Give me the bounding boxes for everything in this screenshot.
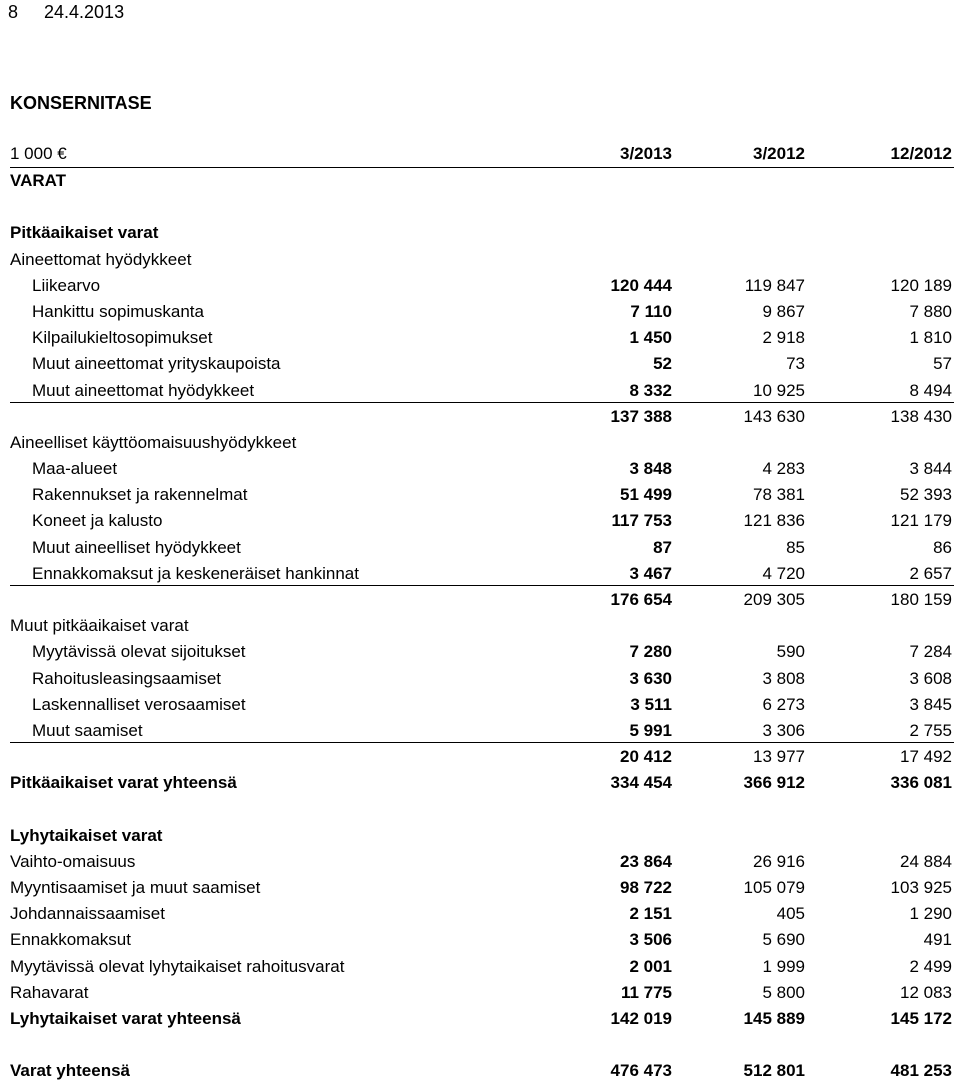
row-label: Kilpailukieltosopimukset: [32, 328, 213, 348]
value-3-2012: 6 273: [762, 694, 805, 714]
value-3-2013: 176 654: [610, 590, 672, 609]
value-3-2013: 52: [653, 354, 672, 374]
spacer-row: [10, 797, 954, 823]
row-label: Aineettomat hyödykkeet: [10, 249, 192, 269]
value-3-2013: 334 454: [610, 773, 672, 793]
value-3-2012: 13 977: [753, 747, 805, 767]
line-item-row: [10, 718, 954, 744]
value-3-2013: 8 332: [629, 380, 672, 400]
column-header-3-2013: 3/2013: [620, 144, 672, 163]
value-3-2012: 5 690: [762, 930, 805, 950]
row-label: Ennakkomaksut: [10, 930, 131, 950]
line-item-row: [10, 901, 954, 927]
row-label: Rakennukset ja rakennelmat: [32, 485, 248, 505]
section-header-row: [10, 430, 954, 456]
spacer-row: [10, 194, 954, 220]
row-label: Muut pitkäaikaiset varat: [10, 616, 189, 636]
line-item-row: [10, 692, 954, 718]
value-12-2012: 57: [933, 354, 952, 374]
row-label: Hankittu sopimuskanta: [32, 301, 204, 321]
line-item-row: [10, 299, 954, 325]
row-label: Pitkäaikaiset varat yhteensä: [10, 773, 237, 793]
value-3-2013: 1 450: [629, 328, 672, 348]
subtotal-row: [10, 744, 954, 770]
value-3-2012: 512 801: [743, 1061, 805, 1081]
value-12-2012: 12 083: [900, 982, 952, 1002]
value-3-2013: 3 506: [629, 930, 672, 950]
total-row: [10, 1006, 954, 1032]
line-item-row: [10, 561, 954, 587]
value-12-2012: 7 880: [909, 301, 952, 321]
value-3-2012: 105 079: [743, 878, 805, 898]
value-12-2012: 2 755: [909, 720, 952, 740]
row-label: Koneet ja kalusto: [32, 511, 163, 531]
section-header-row: [10, 823, 954, 849]
line-item-row: [10, 535, 954, 561]
value-3-2013: 3 511: [630, 694, 672, 714]
value-12-2012: 2 499: [909, 956, 952, 976]
value-3-2012: 405: [776, 904, 805, 924]
balance-sheet-table: [10, 140, 954, 1085]
subtotal-row: [10, 587, 954, 613]
value-3-2013: 476 473: [610, 1061, 672, 1081]
page-number: 8: [8, 2, 19, 22]
value-3-2012: 366 912: [743, 773, 805, 793]
line-item-row: [10, 927, 954, 953]
value-3-2012: 119 847: [744, 275, 805, 295]
value-3-2012: 209 305: [743, 590, 805, 609]
value-3-2012: 145 889: [743, 1009, 805, 1028]
value-3-2012: 10 925: [753, 380, 805, 400]
value-12-2012: 7 284: [909, 642, 952, 662]
value-12-2012: 3 844: [909, 459, 952, 479]
row-label: Vaihto-omaisuus: [10, 851, 136, 871]
row-label: Pitkäaikaiset varat: [10, 223, 159, 243]
section-header-row: [10, 613, 954, 639]
value-3-2012: 4 283: [762, 459, 805, 479]
row-label: Lyhytaikaiset varat yhteensä: [10, 1009, 241, 1028]
line-item-row: [10, 508, 954, 534]
page-title: KONSERNITASE: [10, 93, 152, 113]
value-3-2012: 9 867: [762, 301, 805, 321]
value-3-2012: 3 808: [762, 668, 805, 688]
value-3-2013: 51 499: [620, 485, 672, 505]
row-label: VARAT: [10, 171, 67, 190]
column-header-row: [10, 140, 954, 168]
value-12-2012: 481 253: [890, 1061, 952, 1081]
total-row: [10, 1058, 954, 1084]
value-3-2013: 98 722: [620, 878, 672, 898]
value-3-2012: 590: [776, 642, 805, 662]
row-label: Johdannaissaamiset: [10, 904, 165, 924]
value-3-2012: 2 918: [762, 328, 805, 348]
row-label: Laskennalliset verosaamiset: [32, 694, 246, 714]
row-label: Muut saamiset: [32, 720, 143, 740]
value-3-2012: 78 381: [753, 485, 805, 505]
value-3-2013: 7 280: [629, 642, 672, 662]
value-3-2012: 1 999: [762, 956, 805, 976]
value-3-2013: 20 412: [620, 747, 672, 767]
row-label: Myyntisaamiset ja muut saamiset: [10, 878, 261, 898]
value-12-2012: 120 189: [890, 275, 952, 295]
row-label: Maa-alueet: [32, 459, 118, 479]
value-3-2013: 11 775: [620, 982, 672, 1002]
line-item-row: [10, 875, 954, 901]
row-label: Lyhytaikaiset varat: [10, 825, 163, 845]
value-3-2012: 26 916: [753, 851, 805, 871]
value-3-2012: 143 630: [743, 406, 805, 426]
value-12-2012: 103 925: [890, 878, 952, 898]
column-header-3-2012: 3/2012: [753, 144, 805, 163]
value-12-2012: 3 845: [909, 694, 952, 714]
value-12-2012: 24 884: [900, 851, 952, 871]
value-12-2012: 121 179: [890, 511, 952, 531]
value-3-2013: 3 467: [629, 563, 672, 583]
section-header-row: [10, 247, 954, 273]
value-12-2012: 2 657: [909, 563, 952, 583]
value-12-2012: 491: [923, 930, 952, 950]
value-3-2013: 2 151: [629, 904, 672, 924]
row-label: Muut aineettomat hyödykkeet: [32, 380, 255, 400]
value-3-2012: 85: [786, 537, 805, 557]
line-item-row: [10, 482, 954, 508]
value-12-2012: 1 810: [909, 328, 952, 348]
report-date: 24.4.2013: [44, 2, 125, 22]
row-label: Aineelliset käyttöomaisuushyödykkeet: [10, 432, 297, 452]
line-item-row: [10, 325, 954, 351]
row-label: Muut aineelliset hyödykkeet: [32, 537, 241, 557]
row-label: Liikearvo: [32, 275, 101, 295]
line-item-row: [10, 666, 954, 692]
total-row: [10, 770, 954, 796]
value-12-2012: 138 430: [890, 406, 952, 426]
row-label: Rahavarat: [10, 982, 89, 1002]
value-3-2012: 5 800: [762, 982, 805, 1002]
value-3-2013: 23 864: [620, 851, 672, 871]
column-header-12-2012: 12/2012: [890, 144, 952, 163]
value-3-2013: 142 019: [610, 1009, 672, 1028]
value-12-2012: 3 608: [909, 668, 952, 688]
row-label: Myytävissä olevat sijoitukset: [32, 642, 246, 662]
line-item-row: [10, 351, 954, 377]
value-12-2012: 145 172: [890, 1009, 952, 1028]
value-12-2012: 8 494: [909, 380, 952, 400]
value-12-2012: 52 393: [900, 485, 952, 505]
value-3-2013: 3 848: [629, 459, 672, 479]
value-3-2013: 5 991: [629, 720, 672, 740]
line-item-row: [10, 954, 954, 980]
row-label: Rahoitusleasingsaamiset: [32, 668, 221, 688]
line-item-row: [10, 456, 954, 482]
line-item-row: [10, 980, 954, 1006]
unit-label: 1 000 €: [10, 144, 67, 163]
value-3-2013: 137 388: [610, 406, 672, 426]
value-3-2013: 87: [653, 537, 672, 557]
value-12-2012: 86: [933, 537, 952, 557]
section-header-row: [10, 168, 954, 194]
subtotal-row: [10, 404, 954, 430]
section-header-row: [10, 220, 954, 246]
line-item-row: [10, 849, 954, 875]
row-label: Myytävissä olevat lyhytaikaiset rahoitusvarat: [10, 956, 345, 976]
line-item-row: [10, 639, 954, 665]
row-label: Ennakkomaksut ja keskeneräiset hankinnat: [32, 563, 359, 583]
spacer-row: [10, 1032, 954, 1058]
value-3-2012: 121 836: [743, 511, 805, 531]
value-12-2012: 17 492: [900, 747, 952, 767]
value-3-2013: 117 753: [611, 511, 672, 531]
line-item-row: [10, 378, 954, 404]
value-12-2012: 336 081: [890, 773, 952, 793]
value-3-2012: 3 306: [762, 720, 805, 740]
value-3-2013: 3 630: [629, 668, 672, 688]
value-3-2012: 73: [786, 354, 805, 374]
value-3-2013: 2 001: [629, 956, 672, 976]
row-label: Muut aineettomat yrityskaupoista: [32, 354, 281, 374]
value-12-2012: 1 290: [909, 904, 952, 924]
value-3-2012: 4 720: [762, 563, 805, 583]
value-3-2013: 120 444: [610, 275, 672, 295]
row-label: Varat yhteensä: [10, 1061, 131, 1081]
line-item-row: [10, 273, 954, 299]
value-12-2012: 180 159: [890, 590, 952, 609]
value-3-2013: 7 110: [630, 301, 672, 321]
